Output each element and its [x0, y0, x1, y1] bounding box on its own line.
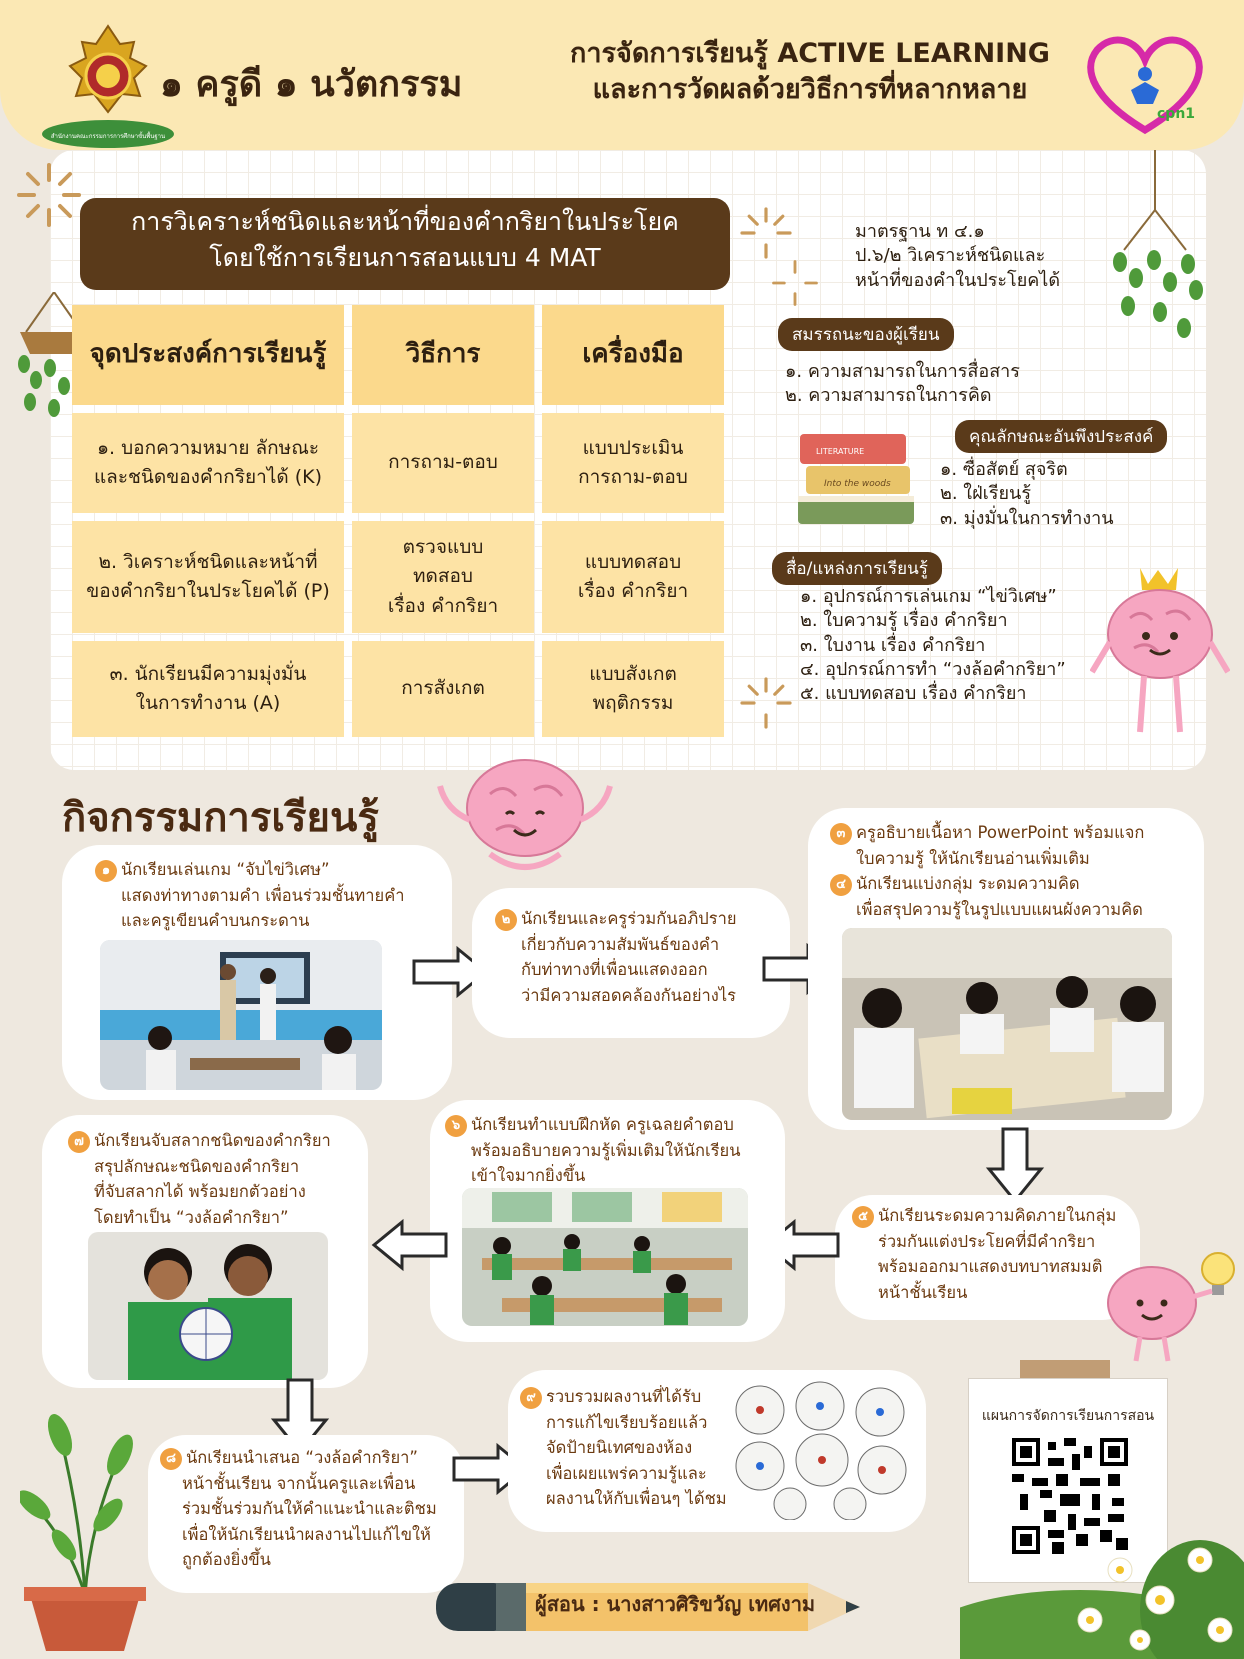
step-number: ๕: [852, 1206, 874, 1228]
tool-line: พฤติกรรม: [592, 692, 674, 714]
sunburst-icon: [738, 675, 794, 731]
step-line: นักเรียนระดมความคิดภายในกลุ่ม: [878, 1206, 1117, 1225]
step-number: ๒: [495, 909, 517, 931]
list-item: ๓. ใบงาน เรื่อง คำกริยา: [800, 634, 986, 656]
step-line: นักเรียนทำแบบฝึกหัด ครูเฉลยคำตอบ: [471, 1115, 734, 1134]
list-item: ๔. อุปกรณ์การทำ “วงล้อคำกริยา”: [800, 658, 1066, 680]
table-row: [72, 521, 344, 633]
competency-label: สมรรถนะของผู้เรียน: [778, 318, 954, 351]
brain-mascot-icon: [1090, 562, 1230, 742]
table-row: [72, 641, 344, 737]
step-line: นักเรียนแบ่งกลุ่ม ระดมความคิด: [856, 874, 1080, 894]
activities-title: กิจกรรมการเรียนรู้: [62, 795, 379, 841]
step-line: เพื่อเผยแพร่ความรู้และ: [546, 1463, 707, 1483]
objective-line: ๓. นักเรียนมีความมุ่งมั่น: [109, 662, 307, 685]
step-line: สรุปลักษณะชนิดของคำกริยา: [94, 1156, 300, 1176]
objective-line: และชนิดของคำกริยาได้ (K): [93, 466, 323, 488]
table-header-method: วิธีการ: [352, 305, 534, 405]
table-header-tool: เครื่องมือ: [542, 305, 724, 405]
wheel-works-photo: [730, 1380, 910, 1520]
tool-cell: [542, 413, 724, 513]
step-number: ๘: [160, 1448, 182, 1470]
list-item: ๒. ความสามารถในการคิด: [785, 385, 992, 407]
title-right-line2: และการวัดผลด้วยวิธีการที่หลากหลาย: [592, 74, 1028, 106]
step-6-text: [445, 1112, 741, 1189]
step-line: กับท่าทางที่เพื่อนแสดงออก: [521, 960, 708, 980]
heart-logo-icon: [1075, 30, 1215, 140]
step-line: นักเรียนจับสลากชนิดของคำกริยา: [94, 1131, 331, 1150]
step-line: หน้าชั้นเรียน: [878, 1282, 968, 1302]
media-list: [800, 585, 1066, 706]
qr-label: แผนการจัดการเรียนการสอน: [981, 1408, 1155, 1424]
list-item: ๒. ใบความรู้ เรื่อง คำกริยา: [800, 610, 1008, 632]
sunburst-icon: [14, 160, 84, 230]
tool-cell: [542, 641, 724, 737]
objective-line: ของคำกริยาในประโยคได้ (P): [86, 580, 330, 602]
step-line: ใบความรู้ ให้นักเรียนอ่านเพิ่มเติม: [856, 848, 1090, 868]
title-right-line1: การจัดการเรียนรู้ ACTIVE LEARNING: [570, 38, 1050, 69]
arrow-down-icon: [985, 1125, 1045, 1205]
step-3-text: [830, 820, 1144, 922]
step-number: ๔: [830, 874, 852, 896]
sunburst-icon: [770, 258, 820, 308]
list-item: ๓. มุ่งมั่นในการทำงาน: [940, 507, 1114, 529]
step-line: การแก้ไขเรียบร้อยแล้ว: [546, 1412, 708, 1432]
step-5-text: [852, 1203, 1116, 1305]
step-line: พร้อมอธิบายความรู้เพิ่มเติมให้นักเรียน: [471, 1140, 741, 1160]
step-line: นักเรียนเล่นเกม “จับไข่วิเศษ”: [121, 860, 330, 879]
hanging-plant-icon: [1100, 150, 1210, 350]
svg-text:cpn1: cpn1: [1157, 106, 1196, 122]
step-number: ๖: [445, 1115, 467, 1137]
list-item: ๑. ความสามารถในการสื่อสาร: [785, 361, 1020, 382]
step-1-text: [95, 857, 405, 934]
potted-plant-icon: [20, 1395, 150, 1655]
step-line: นักเรียนและครูร่วมกันอภิปราย: [521, 909, 737, 928]
objective-line: ๑. บอกความหมาย ลักษณะ: [96, 436, 320, 459]
table-row: [72, 413, 344, 513]
step-7-text: [68, 1128, 331, 1230]
step-number: ๓: [830, 823, 852, 845]
step-line: ถูกต้องยิ่งขึ้น: [182, 1550, 271, 1570]
page-title: ๑ ครูดี ๑ นวัตกรรม: [160, 64, 463, 105]
standard-line: ป.๖/๒ วิเคราะห์ชนิดและ: [855, 245, 1046, 267]
step-line: ร่วมกันแต่งประโยคที่มีคำกริยา: [878, 1231, 1096, 1251]
standard-line: มาตรฐาน ท ๔.๑: [855, 221, 985, 242]
step-number: ๑: [95, 860, 117, 882]
tool-line: แบบสังเกต: [589, 662, 677, 685]
step-number: ๙: [520, 1387, 542, 1409]
arrow-left-icon: [370, 1218, 450, 1273]
tool-line: แบบประเมิน: [582, 436, 684, 459]
objective-line: ในการทำงาน (A): [135, 692, 281, 714]
method-cell: การสังเกต: [352, 641, 534, 737]
method-cell: [352, 521, 534, 633]
group-work-photo: [842, 928, 1172, 1120]
step-line: ที่จับสลากได้ พร้อมยกตัวอย่าง: [94, 1182, 306, 1202]
step-line: เกี่ยวกับความสัมพันธ์ของคำ: [521, 934, 720, 954]
step-line: พร้อมออกมาแสดงบทบาทสมมติ: [878, 1257, 1103, 1277]
step-line: เพื่อสรุปความรู้ในรูปแบบแผนผังความคิด: [856, 899, 1143, 919]
step-line: ครูอธิบายเนื้อหา PowerPoint พร้อมแจก: [856, 823, 1145, 842]
step-8-text: [160, 1445, 437, 1573]
list-item: ๑. ซื่อสัตย์ สุจริต: [940, 459, 1068, 480]
standard-line: หน้าที่ของคำในประโยคได้: [855, 269, 1061, 291]
classroom-photo: [100, 940, 382, 1090]
exercise-photo: [462, 1188, 748, 1326]
step-line: ผลงานให้กับเพื่อนๆ ได้ชม: [546, 1489, 727, 1509]
method-line: ทดสอบ: [413, 565, 473, 588]
svg-text:สำนักงานคณะกรรมการการศึกษาขั้น: สำนักงานคณะกรรมการการศึกษาขั้นพื้นฐาน: [50, 133, 166, 140]
books-icon: [790, 420, 920, 532]
tool-line: การถาม-ตอบ: [578, 466, 688, 488]
step-line: เข้าใจมากยิ่งขึ้น: [471, 1166, 586, 1186]
tool-line: แบบทดสอบ: [584, 550, 682, 573]
topic-line1: การวิเคราะห์ชนิดและหน้าที่ของคำกริยาในประโยค: [131, 207, 679, 236]
svg-text:LITERATURE: LITERATURE: [816, 447, 865, 456]
step-9-text: [520, 1384, 727, 1512]
method-line: เรื่อง คำกริยา: [387, 594, 499, 617]
attributes-label: คุณลักษณะอันพึงประสงค์: [955, 420, 1167, 453]
step-line: เพื่อให้นักเรียนนำผลงานไปแก้ไขให้: [182, 1524, 431, 1544]
step-number: ๗: [68, 1131, 90, 1153]
step-line: แสดงท่าทางตามคำ เพื่อนร่วมชั้นทายคำ: [121, 885, 405, 905]
students-wheel-photo: [88, 1232, 328, 1380]
competency-list: [785, 360, 1020, 409]
objective-line: ๒. วิเคราะห์ชนิดและหน้าที่: [98, 550, 318, 573]
step-line: รวบรวมผลงานที่ได้รับ: [546, 1387, 702, 1406]
step-line: นักเรียนนำเสนอ “วงล้อคำกริยา”: [186, 1448, 418, 1467]
title-right: [540, 36, 1080, 109]
svg-text:Into the woods: Into the woods: [824, 479, 891, 489]
list-item: ๑. อุปกรณ์การเล่นเกม “ไข่วิเศษ”: [800, 586, 1057, 607]
list-item: ๕. แบบทดสอบ เรื่อง คำกริยา: [800, 683, 1027, 705]
topic-line2: โดยใช้การเรียนการสอนแบบ 4 MAT: [209, 243, 601, 273]
brain-meditating-icon: [430, 750, 620, 880]
step-line: จัดป้ายนิเทศของห้อง: [546, 1438, 693, 1458]
step-line: ว่ามีความสอดคล้องกันอย่างไร: [521, 985, 736, 1005]
flowers-icon: [960, 1510, 1244, 1659]
step-2-text: [495, 906, 737, 1008]
tool-line: เรื่อง คำกริยา: [577, 580, 689, 602]
standard-block: [855, 220, 1060, 293]
step-line: และครูเขียนคำบนกระดาน: [121, 911, 310, 931]
teacher-name: ผู้สอน : นางสาวศิริขวัญ เทศงาม: [535, 1592, 816, 1616]
obec-seal-icon: [38, 22, 178, 150]
media-label: สื่อ/แหล่งการเรียนรู้: [772, 552, 942, 585]
brain-idea-icon: [1100, 1245, 1240, 1365]
sunburst-icon: [738, 205, 794, 261]
method-line: ตรวจแบบ: [402, 535, 484, 558]
topic-banner: [80, 198, 730, 290]
step-line: โดยทำเป็น “วงล้อคำกริยา”: [94, 1207, 289, 1227]
table-header-objective: จุดประสงค์การเรียนรู้: [72, 305, 344, 405]
list-item: ๒. ใฝ่เรียนรู้: [940, 483, 1031, 505]
step-line: หน้าชั้นเรียน จากนั้นครูและเพื่อน: [182, 1473, 416, 1493]
tool-cell: [542, 521, 724, 633]
method-cell: การถาม-ตอบ: [352, 413, 534, 513]
attributes-list: [940, 458, 1114, 531]
step-line: ร่วมชั้นร่วมกันให้คำแนะนำและติชม: [182, 1499, 437, 1519]
